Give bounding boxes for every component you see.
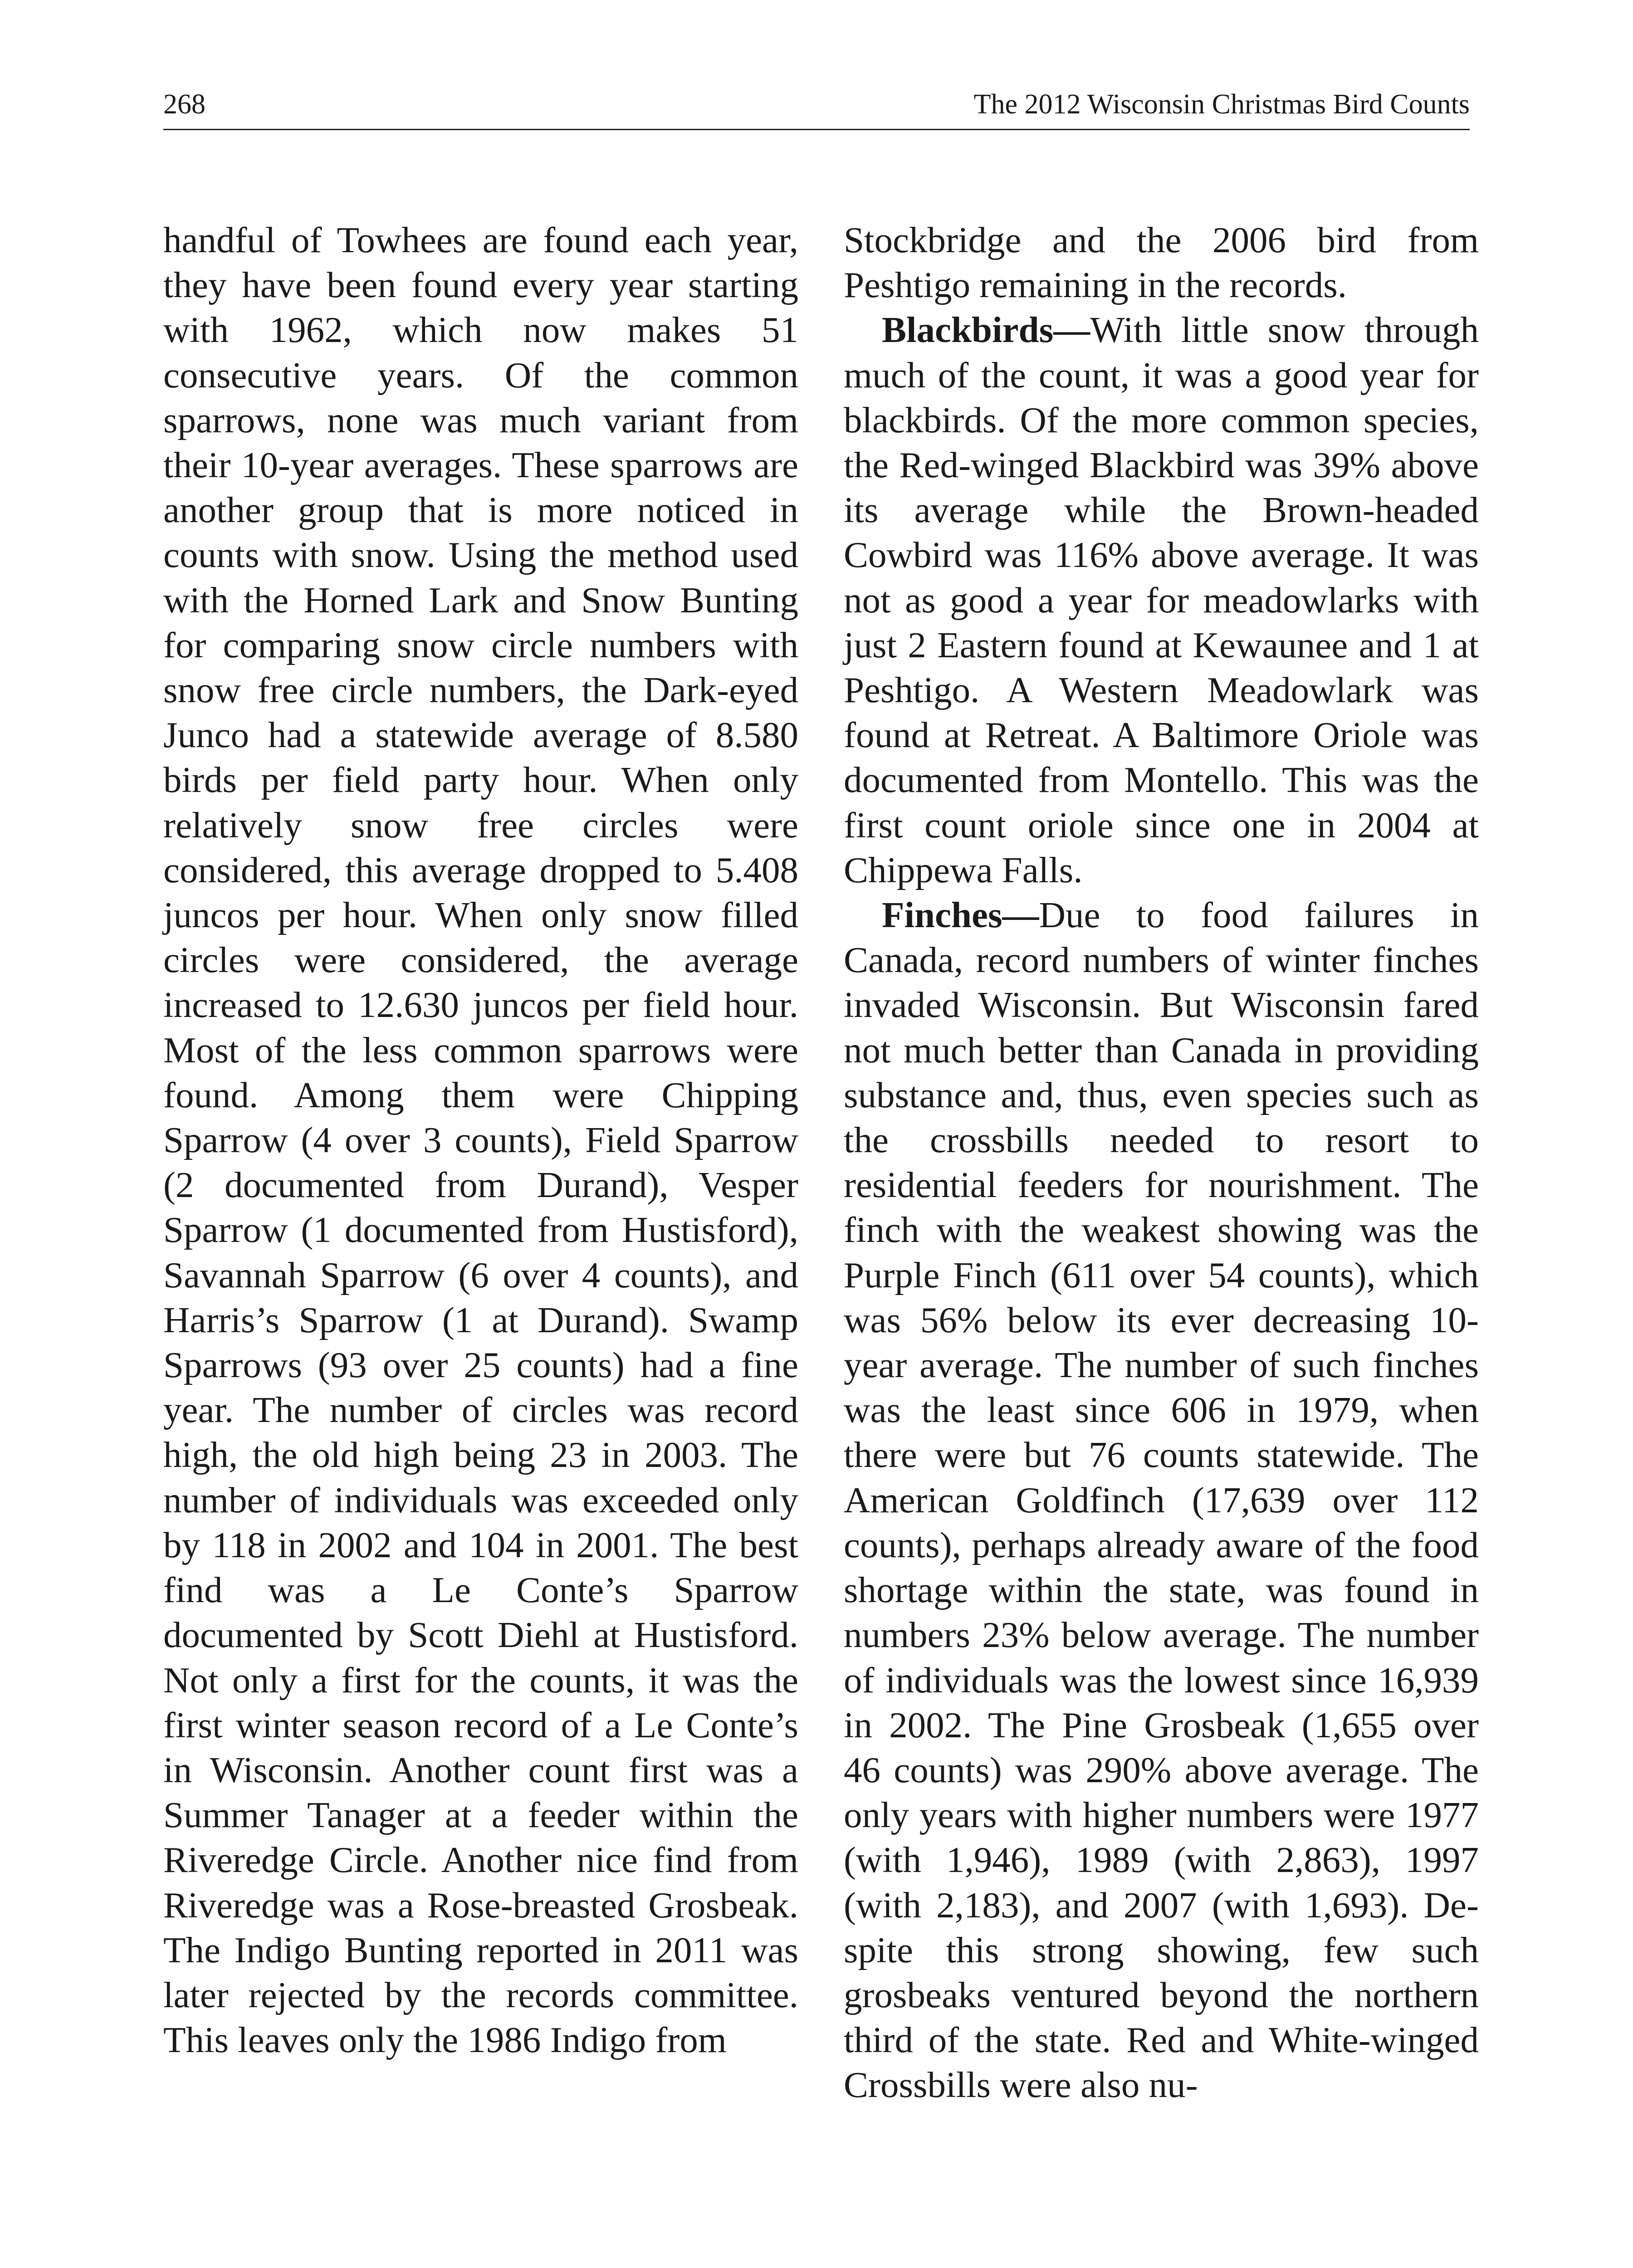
left-column — [163, 218, 798, 2063]
blackbirds-text: With little snow through much of the count, it was a good year for blackbirds. Of the more common species, the Red-winged Blackbird was 39% above its average while the Brown-headed Cowbird was 116% above average. It was not as good a year for meadowlarks with just 2 Eastern found at Kewaunee and 1 at Peshtigo. A Western Meadowlark was found at Retreat. A Baltimore Oriole was documented from Montello. This was the first count oriole since one in 2004 at Chippewa Falls. — [844, 309, 1479, 890]
paragraph-continuation: Stockbridge and the 2006 bird from Peshtigo remaining in the records. — [844, 220, 1479, 306]
running-title: The 2012 Wisconsin Christmas Bird Counts — [973, 89, 1470, 120]
finches-text: Due to food failures in Canada, record numbers of winter finches invaded Wisconsin. But Wisconsin fared not much better than Canada in providing substance and, thus, even species such as the crossbills needed to resort to residential feeders for nourishment. The finch with the weakest showing was the Purple Finch (611 over 54 counts), which was 56% below its ever decreasing 10-year average. The number of such finches was the least since 606 in 1979, when there were but 76 counts statewide. The American Goldfinch (17,639 over 112 counts), perhaps already aware of the food shortage within the state, was found in numbers 23% below average. The number of individuals was the lowest since 16,939 in 2002. The Pine Grosbeak (1,655 over 46 counts) was 290% above average. The only years with higher numbers were 1977 (with 1,946), 1989 (with 2,863), 1997 (with 2,183), and 2007 (with 1,693). Despite this strong showing, few such grosbeaks ventured beyond the northern third of the state. Red and White-winged Crossbills were also nu- — [844, 894, 1479, 2106]
header-rule — [163, 129, 1470, 130]
blackbirds-heading: Blackbirds— — [882, 309, 1090, 351]
paragraph-sparrows: handful of Towhees are found each year, they have been found every year starting with 1962, which now makes 51 consecutive years. Of the common sparrows, none was much variant from their 10-year averages. These sparrows are another group that is more noticed in counts with snow. Using the method used with the Horned Lark and Snow Bunting for comparing snow circle numbers with snow free circle numbers, the Dark-eyed Junco had a statewide average of 8.580 birds per field party hour. When only relatively snow free circles were considered, this average dropped to 5.408 juncos per hour. When only snow filled circles were considered, the average increased to 12.630 juncos per field hour. Most of the less common sparrows were found. Among them were Chipping Sparrow (4 over 3 counts), Field Sparrow (2 documented from Durand), Vesper Sparrow (1 documented from Hustisford), Savannah Sparrow (6 over 4 counts), and Harris’s Sparrow (1 at Durand). Swamp Sparrows (93 over 25 counts) had a fine year. The number of circles was record high, the old high being 23 in 2003. The number of individuals was exceeded only by 118 in 2002 and 104 in 2001. The best find was a Le Conte’s Sparrow documented by Scott Diehl at Hustisford. Not only a first for the counts, it was the first winter season record of a Le Conte’s in Wisconsin. Another count first was a Summer Tanager at a feeder within the Riveredge Circle. Another nice find from Riveredge was a Rose-breasted Grosbeak. The Indigo Bunting reported in 2011 was later rejected by the records committee. This leaves only the 1986 Indigo from — [163, 220, 798, 2061]
page-number: 268 — [163, 89, 205, 120]
page-header — [163, 84, 1470, 125]
finches-heading: Finches— — [882, 894, 1039, 936]
paragraph-blackbirds — [844, 308, 1479, 893]
right-column — [844, 218, 1479, 2108]
paragraph-finches — [844, 893, 1479, 2107]
